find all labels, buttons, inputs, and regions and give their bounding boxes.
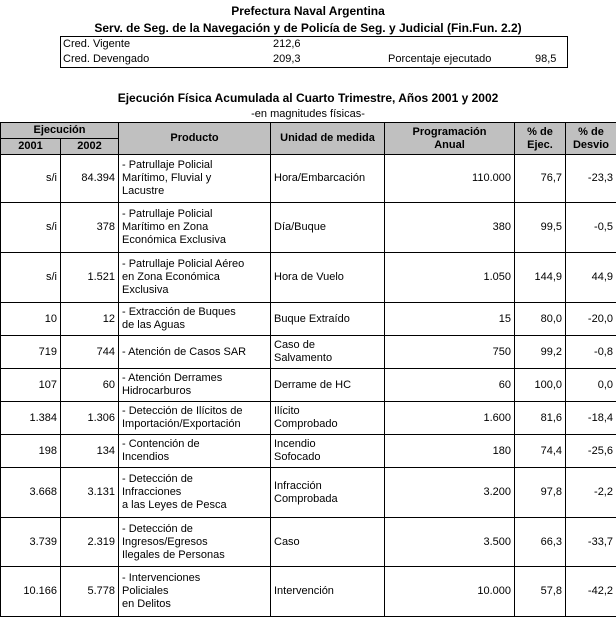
cell-ejec: 80,0 — [515, 303, 566, 336]
col-unidad: Unidad de medida — [271, 123, 385, 155]
cell-ejec: 74,4 — [515, 435, 566, 468]
cell-producto: - Patrullaje Policial Marítimo en Zona Económica Exclusiva — [119, 203, 271, 253]
cell-desvio: -0,5 — [566, 203, 616, 253]
cell-2001: 198 — [1, 435, 61, 468]
cell-producto: - Atención Derrames Hidrocarburos — [119, 369, 271, 402]
cell-programacion: 15 — [385, 303, 515, 336]
service-subtitle: Serv. de Seg. de la Navegación y de Policía de Seg. y Judicial (Fin.Fun. 2.2) — [94, 21, 522, 35]
cell-unidad: Hora de Vuelo — [271, 253, 385, 303]
cell-2002: 5.778 — [61, 567, 119, 617]
col-ejec: % de Ejec. — [515, 123, 566, 155]
cell-unidad: Hora/Embarcación — [271, 155, 385, 203]
cell-ejec: 57,8 — [515, 567, 566, 617]
table-row — [1, 402, 616, 435]
cell-unidad: Día/Buque — [271, 203, 385, 253]
cell-ejec: 97,8 — [515, 468, 566, 518]
cell-programacion: 3.500 — [385, 518, 515, 567]
cell-2002: 84.394 — [61, 155, 119, 203]
section-title: Ejecución Física Acumulada al Cuarto Trimestre, Años 2001 y 2002 — [117, 91, 499, 105]
porcentaje-label: Porcentaje ejecutado — [388, 53, 492, 65]
col-producto: Producto — [119, 123, 271, 155]
cell-unidad: Incendio Sofocado — [271, 435, 385, 468]
cred-devengado-value: 209,3 — [273, 53, 301, 65]
cell-programacion: 10.000 — [385, 567, 515, 617]
cell-unidad: Intervención — [271, 567, 385, 617]
table-row — [1, 369, 616, 402]
cell-2002: 134 — [61, 435, 119, 468]
table-row — [1, 468, 616, 518]
cell-2002: 3.131 — [61, 468, 119, 518]
cell-programacion: 110.000 — [385, 155, 515, 203]
col-programacion: Programación Anual — [385, 123, 515, 155]
table-row — [1, 203, 616, 253]
cell-producto: - Patrullaje Policial Aéreo en Zona Económica Exclusiva — [119, 253, 271, 303]
cell-ejec: 81,6 — [515, 402, 566, 435]
cell-2002: 60 — [61, 369, 119, 402]
cell-programacion: 1.600 — [385, 402, 515, 435]
table-row — [1, 336, 616, 369]
cell-programacion: 60 — [385, 369, 515, 402]
agency-title: Prefectura Naval Argentina — [231, 4, 385, 18]
cell-2001: s/i — [1, 203, 61, 253]
cell-2002: 378 — [61, 203, 119, 253]
credit-row-devengado — [61, 53, 567, 68]
col-2001: 2001 — [1, 139, 61, 155]
section-subtitle: -en magnitudes físicas- — [251, 108, 365, 120]
porcentaje-value: 98,5 — [535, 53, 557, 65]
cell-2001: 3.668 — [1, 468, 61, 518]
cell-ejec: 99,2 — [515, 336, 566, 369]
cell-2002: 12 — [61, 303, 119, 336]
cell-ejec: 144,9 — [515, 253, 566, 303]
cell-unidad: Infracción Comprobada — [271, 468, 385, 518]
col-2002: 2002 — [61, 139, 119, 155]
cell-unidad: Derrame de HC — [271, 369, 385, 402]
cred-devengado-label: Cred. Devengado — [63, 53, 150, 65]
table-row — [1, 435, 616, 468]
cell-producto: - Extracción de Buques de las Aguas — [119, 303, 271, 336]
col-ejecucion: Ejecución — [1, 123, 119, 139]
cell-desvio: 44,9 — [566, 253, 616, 303]
cell-producto: - Detección de Ingresos/Egresos Ilegales de Personas — [119, 518, 271, 567]
table-row — [1, 155, 616, 203]
cell-unidad: Ilícito Comprobado — [271, 402, 385, 435]
cell-desvio: -20,0 — [566, 303, 616, 336]
cell-2001: 10 — [1, 303, 61, 336]
cell-2002: 1.521 — [61, 253, 119, 303]
cell-2001: 3.739 — [1, 518, 61, 567]
table-row — [1, 567, 616, 617]
table-row — [1, 303, 616, 336]
cell-producto: - Intervenciones Policiales en Delitos — [119, 567, 271, 617]
cell-programacion: 3.200 — [385, 468, 515, 518]
cell-unidad: Caso de Salvamento — [271, 336, 385, 369]
table-row — [1, 253, 616, 303]
cell-unidad: Buque Extraído — [271, 303, 385, 336]
cell-ejec: 76,7 — [515, 155, 566, 203]
cell-producto: - Detección de Infracciones a las Leyes de Pesca — [119, 468, 271, 518]
cell-ejec: 100,0 — [515, 369, 566, 402]
cell-programacion: 750 — [385, 336, 515, 369]
cell-2002: 2.319 — [61, 518, 119, 567]
cell-desvio: -25,6 — [566, 435, 616, 468]
cell-programacion: 1.050 — [385, 253, 515, 303]
cell-desvio: -18,4 — [566, 402, 616, 435]
cred-vigente-label: Cred. Vigente — [63, 38, 131, 50]
cell-desvio: -2,2 — [566, 468, 616, 518]
cell-2001: 107 — [1, 369, 61, 402]
col-desvio: % de Desvio — [566, 123, 616, 155]
cell-producto: - Contención de Incendios — [119, 435, 271, 468]
cell-desvio: -42,2 — [566, 567, 616, 617]
cell-desvio: 0,0 — [566, 369, 616, 402]
cell-desvio: -0,8 — [566, 336, 616, 369]
cell-2002: 1.306 — [61, 402, 119, 435]
cell-ejec: 99,5 — [515, 203, 566, 253]
cell-programacion: 380 — [385, 203, 515, 253]
cell-2001: 10.166 — [1, 567, 61, 617]
cell-desvio: -23,3 — [566, 155, 616, 203]
cell-2001: s/i — [1, 253, 61, 303]
cell-programacion: 180 — [385, 435, 515, 468]
cell-desvio: -33,7 — [566, 518, 616, 567]
cred-vigente-value: 212,6 — [273, 38, 301, 50]
cell-2002: 744 — [61, 336, 119, 369]
cell-2001: 1.384 — [1, 402, 61, 435]
execution-table — [0, 122, 616, 617]
table-row — [1, 518, 616, 567]
credit-row-vigente — [61, 38, 567, 53]
cell-ejec: 66,3 — [515, 518, 566, 567]
cell-producto: - Patrullaje Policial Marítimo, Fluvial y Lacustre — [119, 155, 271, 203]
cell-producto: - Atención de Casos SAR — [119, 336, 271, 369]
cell-unidad: Caso — [271, 518, 385, 567]
cell-2001: 719 — [1, 336, 61, 369]
cell-producto: - Detección de Ilícitos de Importación/Exportación — [119, 402, 271, 435]
credit-box — [60, 36, 568, 68]
cell-2001: s/i — [1, 155, 61, 203]
